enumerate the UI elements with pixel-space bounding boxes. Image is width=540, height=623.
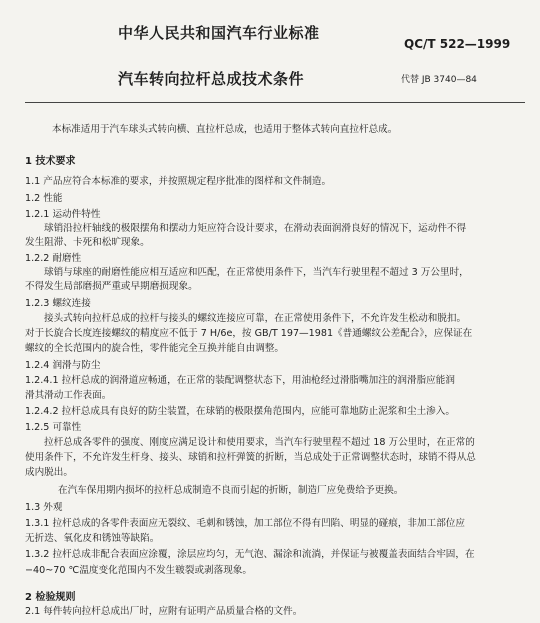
scope-paragraph: 本标准适用于汽车球头式转向横、直拉杆总成，也适用于整体式转向直拉杆总成。 [52, 124, 398, 135]
clause-heading: 1.2.4 润滑与防尘 [25, 360, 101, 371]
standard-code: QC/T 522—1999 [404, 37, 511, 51]
section-heading: 1 技术要求 [25, 156, 76, 167]
clause-text: 滑其滑动工作表面。 [25, 390, 112, 401]
clause-heading: 1.3 外观 [25, 502, 63, 513]
clause-text: −40~70 ℃温度变化范围内不发生皲裂或剥落现象。 [25, 565, 253, 576]
clause-text: 1.1 产品应符合本标准的要求，并按照规定程序批准的图样和文件制造。 [25, 176, 332, 187]
clause-text: 2.1 每件转向拉杆总成出厂时，应附有证明产品质量合格的文件。 [25, 606, 303, 617]
clause-text: 成内脱出。 [25, 467, 73, 478]
clause-text: 接头式转向拉杆总成的拉杆与接头的螺纹连接应可靠，在正常使用条件下，不允许发生松动和脱扣。 [44, 313, 467, 324]
clause-text: 对于长旋合长度连接螺纹的精度应不低于 7 H/6e，按 GB/T 197—1981《普通螺纹公差配合》，应保证在 [25, 328, 473, 339]
clause-text: 拉杆总成各零件的强度、刚度应满足设计和使用要求，当汽车行驶里程不超过 18 万公里时，在正常的 [44, 437, 475, 448]
clause-heading: 1.2.5 可靠性 [25, 422, 82, 433]
clause-text: 螺纹的全长范围内的旋合性，零件能完全互换并能自由调整。 [25, 343, 285, 354]
clause-heading: 1.2 性能 [25, 193, 63, 204]
clause-text: 1.2.4.2 拉杆总成具有良好的防尘装置，在球销的极限摆角范围内，应能可靠地防止泥浆和尘土渗入。 [25, 406, 455, 417]
clause-text: 1.2.4.1 拉杆总成的润滑道应畅通，在正常的装配调整状态下，用油枪经过滑脂嘴加注的润滑脂应能润 [25, 375, 455, 386]
clause-text: 无折迭、氧化皮和锈蚀等缺陷。 [25, 533, 160, 544]
clause-text: 球销沿拉杆轴线的极限摆角和摆动力矩应符合设计要求，在滑动表面润滑良好的情况下，运动件不得 [44, 223, 467, 234]
document-title: 汽车转向拉杆总成技术条件 [118, 70, 305, 88]
clause-heading: 1.2.1 运动件特性 [25, 209, 101, 220]
header-divider [25, 102, 525, 103]
clause-text: 球销与球座的耐磨性能应相互适应和匹配，在正常使用条件下，当汽车行驶里程不超过 3 万公里时， [44, 267, 469, 278]
clause-heading: 1.2.2 耐磨性 [25, 253, 82, 264]
replaces-standard: 代替 JB 3740—84 [401, 75, 477, 85]
clause-heading: 1.2.3 螺纹连接 [25, 298, 91, 309]
section-heading: 2 检验规则 [25, 592, 76, 603]
clause-text: 发生阻滞、卡死和松旷现象。 [25, 237, 150, 248]
clause-text: 不得发生局部磨损严重或早期磨损现象。 [25, 281, 198, 292]
clause-text: 在汽车保用期内损坏的拉杆总成制造不良而引起的折断，制造厂应免费给予更换。 [58, 485, 404, 496]
issuing-organization: 中华人民共和国汽车行业标准 [118, 24, 320, 42]
clause-text: 使用条件下，不允许发生杆身、接头、球销和拉杆弹簧的折断，当总成处于正常调整状态时，球销不得从总 [25, 452, 476, 463]
clause-text: 1.3.1 拉杆总成的各零件表面应无裂纹、毛刺和锈蚀，加工部位不得有凹陷、明显的碰痕，非加工部位应 [25, 518, 465, 529]
clause-text: 1.3.2 拉杆总成非配合表面应涂覆，涂层应均匀，无气泡、漏涂和流淌，并保证与被覆盖表面结合牢固，在 [25, 549, 475, 560]
